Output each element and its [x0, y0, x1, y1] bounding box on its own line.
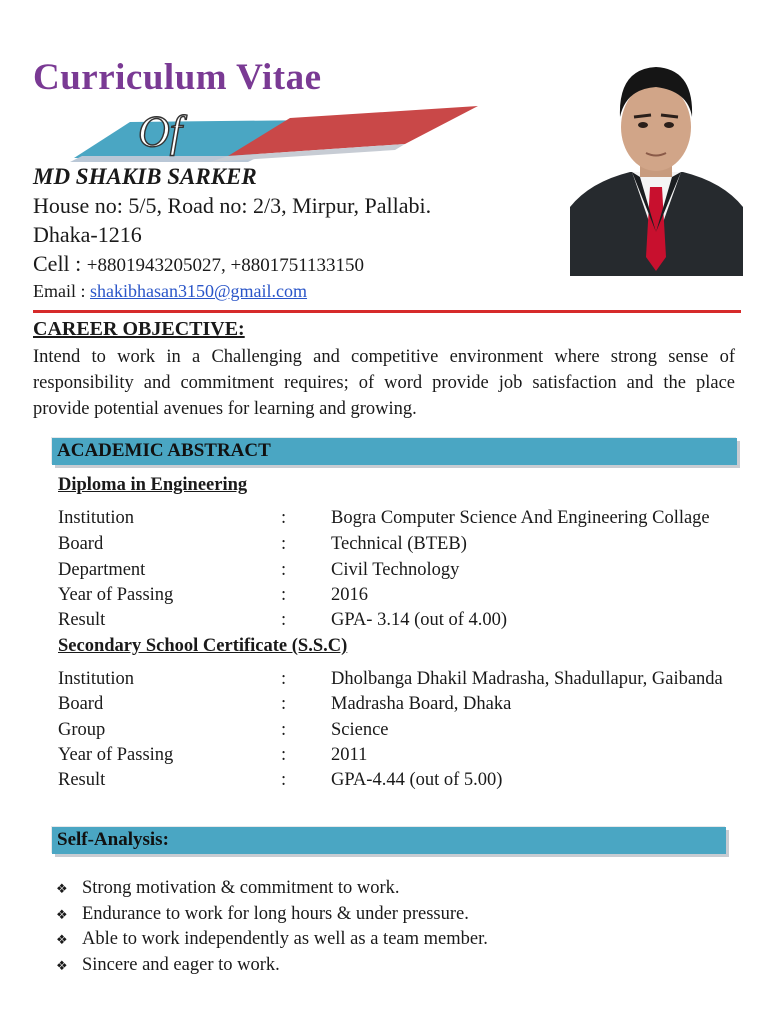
row-value: Science [331, 720, 389, 740]
list-item-text: Strong motivation & commitment to work. [82, 878, 400, 898]
email-label: Email : [33, 281, 90, 301]
list-item [56, 955, 488, 981]
ssc-row-board [58, 694, 758, 719]
row-value: GPA-4.44 (out of 5.00) [331, 770, 503, 790]
list-item-text: Endurance to work for long hours & under pressure. [82, 903, 469, 924]
career-objective-heading: CAREER OBJECTIVE: [33, 318, 245, 340]
row-label: Year of Passing [58, 585, 174, 605]
row-colon: : [281, 508, 287, 528]
row-colon: : [281, 585, 287, 605]
cell-line [33, 251, 364, 277]
list-item [56, 904, 488, 930]
cell-numbers: +8801943205027, +8801751133150 [86, 255, 365, 276]
diamond-bullet-icon: ❖ [56, 882, 68, 897]
row-colon: : [281, 534, 287, 554]
row-colon: : [281, 610, 287, 630]
row-value: Bogra Computer Science And Engineering Collage [331, 508, 710, 528]
diamond-bullet-icon: ❖ [56, 959, 68, 975]
diploma-row-result [58, 610, 758, 635]
cv-title: Curriculum Vitae [33, 57, 322, 98]
row-label: Group [58, 720, 106, 740]
row-label: Board [58, 534, 104, 554]
ssc-row-year [58, 745, 758, 770]
diamond-bullet-icon: ❖ [56, 907, 68, 923]
row-colon: : [281, 770, 287, 790]
header-divider [33, 310, 741, 313]
row-value: 2016 [331, 585, 368, 605]
diploma-row-board [58, 534, 758, 559]
row-colon: : [281, 560, 287, 580]
row-label: Department [58, 560, 146, 580]
diploma-row-institution [58, 508, 758, 533]
email-link[interactable]: shakibhasan3150@gmail.com [90, 281, 308, 301]
list-item-text: Able to work independently as well as a team member. [82, 929, 488, 950]
row-label: Result [58, 610, 106, 630]
self-analysis-band [52, 827, 726, 854]
list-item [56, 929, 488, 955]
row-colon: : [281, 745, 287, 765]
diploma-row-year [58, 585, 758, 610]
self-analysis-heading: Self-Analysis: [57, 829, 169, 850]
row-value: Dholbanga Dhakil Madrasha, Shadullapur, Gaibanda [331, 669, 723, 689]
address-line-1: House no: 5/5, Road no: 2/3, Mirpur, Pallabi. [33, 193, 432, 218]
row-value: 2011 [331, 745, 368, 765]
row-label: Year of Passing [58, 745, 174, 765]
row-label: Board [58, 694, 104, 714]
row-colon: : [281, 694, 287, 714]
ssc-row-institution [58, 669, 758, 694]
self-analysis-list [56, 878, 488, 981]
row-label: Institution [58, 508, 135, 528]
full-name: MD SHAKIB SARKER [33, 164, 257, 189]
ssc-row-group [58, 720, 758, 745]
cell-label: Cell : [33, 251, 87, 276]
row-label: Institution [58, 669, 135, 689]
ssc-row-result [58, 770, 758, 795]
diploma-heading: Diploma in Engineering [58, 475, 248, 495]
row-colon: : [281, 669, 287, 689]
row-colon: : [281, 720, 287, 740]
row-label: Result [58, 770, 106, 790]
row-value: Technical (BTEB) [331, 534, 467, 554]
of-banner [60, 100, 480, 168]
list-item [56, 878, 488, 904]
address-line-2: Dhaka-1216 [33, 222, 142, 247]
row-value: GPA- 3.14 (out of 4.00) [331, 610, 508, 630]
banner-of-text: Of [138, 107, 182, 156]
face [621, 83, 691, 171]
diamond-bullet-icon: ❖ [56, 933, 68, 949]
academic-abstract-heading: ACADEMIC ABSTRACT [57, 440, 271, 461]
profile-photo [570, 57, 743, 276]
row-value: Madrasha Board, Dhaka [331, 694, 512, 714]
academic-abstract-band [52, 438, 737, 465]
email-line [33, 281, 307, 302]
diploma-row-department [58, 560, 758, 585]
list-item-text: Sincere and eager to work. [82, 955, 280, 976]
row-value: Civil Technology [331, 560, 460, 580]
career-objective-text: Intend to work in a Challenging and competitive environment where strong sense of responsibility and commitment requires; of word provide job satisfaction and the place provide potential avenues for learning and growing. [33, 347, 735, 419]
ssc-heading: Secondary School Certificate (S.S.C) [58, 636, 348, 656]
